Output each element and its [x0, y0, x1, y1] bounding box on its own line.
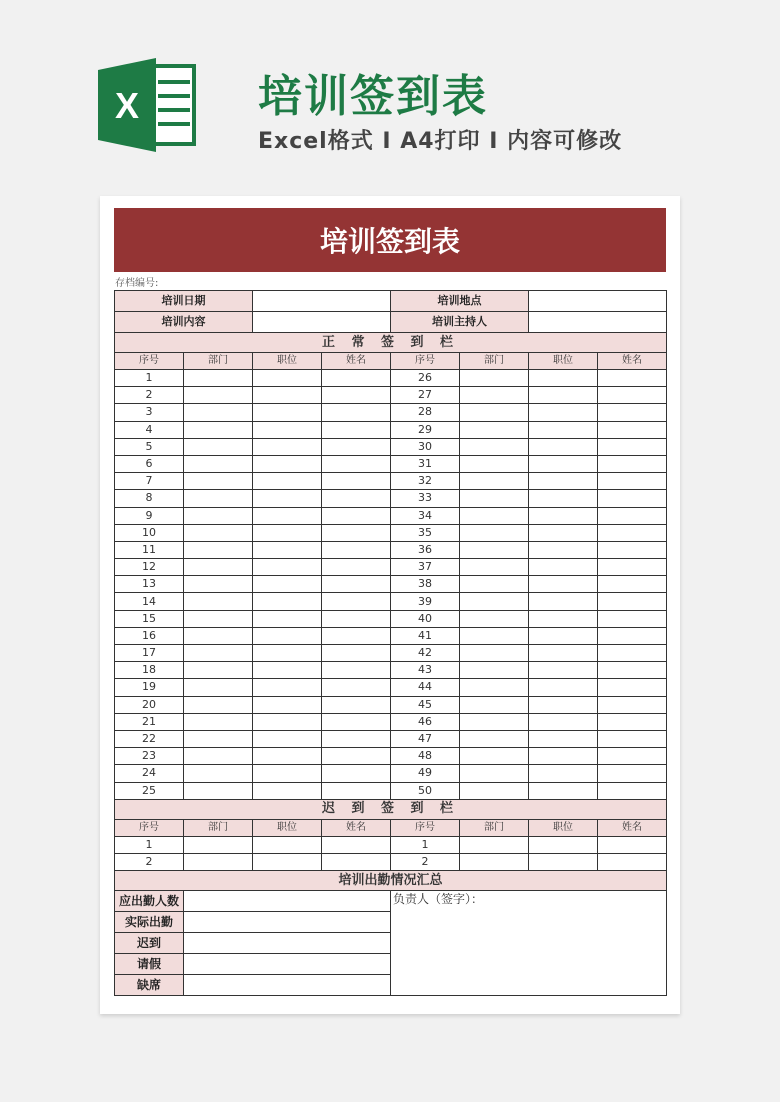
- table-row: [115, 593, 667, 610]
- entry-cell[interactable]: [598, 404, 667, 421]
- entry-cell[interactable]: [598, 679, 667, 696]
- summary-section-header: 培训出勤情况汇总: [115, 871, 667, 891]
- entry-cell[interactable]: [460, 404, 529, 421]
- table-row: [115, 473, 667, 490]
- row-number: 3: [115, 404, 184, 421]
- entry-cell[interactable]: [184, 593, 253, 610]
- entry-cell[interactable]: [322, 387, 391, 404]
- entry-cell[interactable]: [184, 748, 253, 765]
- page-subtitle: Excel格式 I A4打印 I 内容可修改: [258, 129, 623, 154]
- summary-label: 迟到: [115, 933, 184, 954]
- content-field[interactable]: [253, 312, 391, 333]
- table-row: [115, 455, 667, 472]
- column-header: 职位: [529, 353, 598, 370]
- entry-cell[interactable]: [253, 507, 322, 524]
- entry-cell[interactable]: [322, 748, 391, 765]
- row-number: 44: [391, 679, 460, 696]
- entry-cell[interactable]: [322, 559, 391, 576]
- entry-cell[interactable]: [184, 455, 253, 472]
- entry-cell[interactable]: [184, 765, 253, 782]
- entry-cell[interactable]: [598, 387, 667, 404]
- entry-cell[interactable]: [598, 490, 667, 507]
- entry-cell[interactable]: [253, 438, 322, 455]
- column-header: 序号: [391, 819, 460, 836]
- entry-cell[interactable]: [460, 610, 529, 627]
- entry-cell[interactable]: [460, 627, 529, 644]
- row-number: 39: [391, 593, 460, 610]
- row-number: 42: [391, 645, 460, 662]
- entry-cell[interactable]: [322, 490, 391, 507]
- entry-cell[interactable]: [460, 696, 529, 713]
- row-number: 47: [391, 730, 460, 747]
- entry-cell[interactable]: [529, 438, 598, 455]
- row-number: 50: [391, 782, 460, 799]
- entry-cell[interactable]: [322, 455, 391, 472]
- entry-cell[interactable]: [184, 627, 253, 644]
- table-row: [115, 370, 667, 387]
- row-number: 24: [115, 765, 184, 782]
- entry-cell[interactable]: [253, 593, 322, 610]
- entry-cell[interactable]: [460, 593, 529, 610]
- late-section-header: 迟 到 签 到 栏: [115, 799, 667, 819]
- row-number: 22: [115, 730, 184, 747]
- table-row: [115, 559, 667, 576]
- row-number: 12: [115, 559, 184, 576]
- entry-cell[interactable]: [598, 748, 667, 765]
- page-title: 培训签到表: [258, 71, 488, 122]
- entry-cell[interactable]: [598, 730, 667, 747]
- table-row: [115, 438, 667, 455]
- column-header: 姓名: [598, 353, 667, 370]
- entry-cell[interactable]: [529, 627, 598, 644]
- table-row: [115, 507, 667, 524]
- entry-cell[interactable]: [184, 836, 253, 853]
- row-number: 23: [115, 748, 184, 765]
- row-number: 1: [115, 836, 184, 853]
- row-number: 2: [115, 387, 184, 404]
- row-number: 43: [391, 662, 460, 679]
- entry-cell[interactable]: [322, 404, 391, 421]
- row-number: 1: [391, 836, 460, 853]
- summary-label: 请假: [115, 954, 184, 975]
- table-row: [115, 679, 667, 696]
- entry-cell[interactable]: [322, 696, 391, 713]
- table-row: [115, 387, 667, 404]
- summary-label: 缺席: [115, 975, 184, 996]
- entry-cell[interactable]: [529, 593, 598, 610]
- row-number: 45: [391, 696, 460, 713]
- entry-cell[interactable]: [598, 541, 667, 558]
- table-row: [115, 576, 667, 593]
- archive-label: 存档编号:: [115, 278, 159, 289]
- content-label: 培训内容: [115, 312, 253, 333]
- row-number: 35: [391, 524, 460, 541]
- entry-cell[interactable]: [460, 836, 529, 853]
- row-number: 4: [115, 421, 184, 438]
- entry-cell[interactable]: [184, 576, 253, 593]
- entry-cell[interactable]: [253, 387, 322, 404]
- row-number: 41: [391, 627, 460, 644]
- entry-cell[interactable]: [529, 473, 598, 490]
- entry-cell[interactable]: [598, 782, 667, 799]
- entry-cell[interactable]: [529, 610, 598, 627]
- entry-cell[interactable]: [184, 387, 253, 404]
- row-number: 46: [391, 713, 460, 730]
- entry-cell[interactable]: [529, 853, 598, 870]
- column-header: 部门: [184, 353, 253, 370]
- entry-cell[interactable]: [322, 782, 391, 799]
- entry-cell[interactable]: [598, 713, 667, 730]
- entry-cell[interactable]: [598, 455, 667, 472]
- entry-cell[interactable]: [460, 782, 529, 799]
- date-field[interactable]: [253, 291, 391, 312]
- table-row: [115, 853, 667, 870]
- entry-cell[interactable]: [460, 713, 529, 730]
- row-number: 19: [115, 679, 184, 696]
- entry-cell[interactable]: [322, 473, 391, 490]
- entry-cell[interactable]: [184, 507, 253, 524]
- entry-cell[interactable]: [253, 748, 322, 765]
- entry-cell[interactable]: [598, 524, 667, 541]
- summary-label: 实际出勤: [115, 912, 184, 933]
- table-row: [115, 645, 667, 662]
- entry-cell[interactable]: [322, 662, 391, 679]
- entry-cell[interactable]: [460, 853, 529, 870]
- entry-cell[interactable]: [253, 627, 322, 644]
- entry-cell[interactable]: [253, 559, 322, 576]
- summary-value-field[interactable]: [184, 912, 391, 933]
- entry-cell[interactable]: [529, 507, 598, 524]
- column-header: 姓名: [598, 819, 667, 836]
- entry-cell[interactable]: [322, 524, 391, 541]
- entry-cell[interactable]: [460, 765, 529, 782]
- summary-value-field[interactable]: [184, 933, 391, 954]
- entry-cell[interactable]: [460, 387, 529, 404]
- entry-cell[interactable]: [460, 541, 529, 558]
- entry-cell[interactable]: [529, 696, 598, 713]
- row-number: 28: [391, 404, 460, 421]
- column-header: 职位: [529, 819, 598, 836]
- row-number: 14: [115, 593, 184, 610]
- entry-cell[interactable]: [253, 524, 322, 541]
- entry-cell[interactable]: [529, 490, 598, 507]
- entry-cell[interactable]: [529, 576, 598, 593]
- row-number: 49: [391, 765, 460, 782]
- entry-cell[interactable]: [529, 782, 598, 799]
- excel-logo-icon: [98, 58, 198, 152]
- summary-value-field[interactable]: [184, 891, 391, 912]
- entry-cell[interactable]: [322, 507, 391, 524]
- entry-cell[interactable]: [253, 490, 322, 507]
- entry-cell[interactable]: [322, 541, 391, 558]
- entry-cell[interactable]: [529, 679, 598, 696]
- row-number: 29: [391, 421, 460, 438]
- entry-cell[interactable]: [322, 853, 391, 870]
- entry-cell[interactable]: [460, 438, 529, 455]
- entry-cell[interactable]: [253, 576, 322, 593]
- entry-cell[interactable]: [598, 627, 667, 644]
- entry-cell[interactable]: [184, 782, 253, 799]
- row-number: 38: [391, 576, 460, 593]
- entry-cell[interactable]: [184, 404, 253, 421]
- entry-cell[interactable]: [529, 455, 598, 472]
- table-row: [115, 696, 667, 713]
- entry-cell[interactable]: [529, 404, 598, 421]
- column-header: 姓名: [322, 819, 391, 836]
- entry-cell[interactable]: [253, 610, 322, 627]
- table-row: [115, 404, 667, 421]
- entry-cell[interactable]: [184, 610, 253, 627]
- entry-cell[interactable]: [529, 713, 598, 730]
- entry-cell[interactable]: [253, 473, 322, 490]
- row-number: 11: [115, 541, 184, 558]
- column-header: 职位: [253, 353, 322, 370]
- row-number: 40: [391, 610, 460, 627]
- entry-cell[interactable]: [184, 730, 253, 747]
- entry-cell[interactable]: [253, 404, 322, 421]
- entry-cell[interactable]: [598, 370, 667, 387]
- row-number: 27: [391, 387, 460, 404]
- entry-cell[interactable]: [598, 593, 667, 610]
- entry-cell[interactable]: [598, 559, 667, 576]
- row-number: 7: [115, 473, 184, 490]
- entry-cell[interactable]: [460, 645, 529, 662]
- entry-cell[interactable]: [460, 455, 529, 472]
- column-header: 序号: [115, 353, 184, 370]
- summary-value-field[interactable]: [184, 954, 391, 975]
- place-label: 培训地点: [391, 291, 529, 312]
- entry-cell[interactable]: [460, 679, 529, 696]
- signature-label: 负责人（签字）：: [393, 892, 484, 907]
- entry-cell[interactable]: [598, 696, 667, 713]
- entry-cell[interactable]: [253, 730, 322, 747]
- summary-label: 应出勤人数: [115, 891, 184, 912]
- entry-cell[interactable]: [184, 679, 253, 696]
- entry-cell[interactable]: [460, 662, 529, 679]
- row-number: 32: [391, 473, 460, 490]
- entry-cell[interactable]: [529, 524, 598, 541]
- entry-cell[interactable]: [460, 524, 529, 541]
- entry-cell[interactable]: [184, 421, 253, 438]
- entry-cell[interactable]: [598, 610, 667, 627]
- row-number: 37: [391, 559, 460, 576]
- entry-cell[interactable]: [598, 645, 667, 662]
- row-number: 15: [115, 610, 184, 627]
- entry-cell[interactable]: [184, 662, 253, 679]
- entry-cell[interactable]: [253, 370, 322, 387]
- entry-cell[interactable]: [598, 836, 667, 853]
- row-number: 20: [115, 696, 184, 713]
- entry-cell[interactable]: [322, 765, 391, 782]
- row-number: 9: [115, 507, 184, 524]
- entry-cell[interactable]: [598, 421, 667, 438]
- entry-cell[interactable]: [253, 765, 322, 782]
- entry-cell[interactable]: [184, 490, 253, 507]
- entry-cell[interactable]: [460, 421, 529, 438]
- entry-cell[interactable]: [253, 662, 322, 679]
- entry-cell[interactable]: [322, 645, 391, 662]
- entry-cell[interactable]: [184, 524, 253, 541]
- entry-cell[interactable]: [253, 713, 322, 730]
- date-label: 培训日期: [115, 291, 253, 312]
- entry-cell[interactable]: [322, 730, 391, 747]
- entry-cell[interactable]: [322, 370, 391, 387]
- row-number: 17: [115, 645, 184, 662]
- table-row: [115, 524, 667, 541]
- entry-cell[interactable]: [529, 645, 598, 662]
- table-row: [115, 662, 667, 679]
- entry-cell[interactable]: [184, 696, 253, 713]
- host-label: 培训主持人: [391, 312, 529, 333]
- row-number: 2: [115, 853, 184, 870]
- entry-cell[interactable]: [529, 559, 598, 576]
- entry-cell[interactable]: [322, 836, 391, 853]
- entry-cell[interactable]: [529, 765, 598, 782]
- row-number: 8: [115, 490, 184, 507]
- entry-cell[interactable]: [598, 853, 667, 870]
- entry-cell[interactable]: [322, 610, 391, 627]
- row-number: 5: [115, 438, 184, 455]
- table-row: [115, 748, 667, 765]
- entry-cell[interactable]: [460, 490, 529, 507]
- entry-cell[interactable]: [460, 748, 529, 765]
- entry-cell[interactable]: [598, 765, 667, 782]
- entry-cell[interactable]: [253, 782, 322, 799]
- row-number: 26: [391, 370, 460, 387]
- svg-text:X: X: [114, 85, 140, 126]
- entry-cell[interactable]: [529, 387, 598, 404]
- table-row: [115, 627, 667, 644]
- entry-cell[interactable]: [598, 507, 667, 524]
- sheet-title: 培训签到表: [114, 208, 666, 272]
- entry-cell[interactable]: [529, 748, 598, 765]
- entry-cell[interactable]: [184, 559, 253, 576]
- entry-cell[interactable]: [460, 559, 529, 576]
- entry-cell[interactable]: [253, 836, 322, 853]
- entry-cell[interactable]: [598, 473, 667, 490]
- entry-cell[interactable]: [529, 836, 598, 853]
- table-row: [115, 610, 667, 627]
- row-number: 13: [115, 576, 184, 593]
- entry-cell[interactable]: [529, 421, 598, 438]
- column-header: 姓名: [322, 353, 391, 370]
- entry-cell[interactable]: [460, 730, 529, 747]
- row-number: 2: [391, 853, 460, 870]
- entry-cell[interactable]: [253, 421, 322, 438]
- entry-cell[interactable]: [529, 541, 598, 558]
- column-header: 职位: [253, 819, 322, 836]
- entry-cell[interactable]: [460, 473, 529, 490]
- row-number: 30: [391, 438, 460, 455]
- summary-value-field[interactable]: [184, 975, 391, 996]
- entry-cell[interactable]: [184, 853, 253, 870]
- entry-cell[interactable]: [322, 576, 391, 593]
- row-number: 16: [115, 627, 184, 644]
- column-header: 部门: [460, 819, 529, 836]
- entry-cell[interactable]: [184, 473, 253, 490]
- normal-section-header: 正 常 签 到 栏: [115, 333, 667, 353]
- entry-cell[interactable]: [184, 713, 253, 730]
- entry-cell[interactable]: [460, 370, 529, 387]
- entry-cell[interactable]: [529, 662, 598, 679]
- table-row: [115, 490, 667, 507]
- entry-cell[interactable]: [253, 455, 322, 472]
- entry-cell[interactable]: [322, 421, 391, 438]
- entry-cell[interactable]: [253, 853, 322, 870]
- entry-cell[interactable]: [460, 507, 529, 524]
- entry-cell[interactable]: [253, 541, 322, 558]
- entry-cell[interactable]: [253, 645, 322, 662]
- host-field[interactable]: [529, 312, 667, 333]
- entry-cell[interactable]: [184, 645, 253, 662]
- entry-cell[interactable]: [322, 679, 391, 696]
- row-number: 31: [391, 455, 460, 472]
- row-number: 33: [391, 490, 460, 507]
- row-number: 48: [391, 748, 460, 765]
- entry-cell[interactable]: [460, 576, 529, 593]
- entry-cell[interactable]: [529, 370, 598, 387]
- column-header: 部门: [184, 819, 253, 836]
- entry-cell[interactable]: [322, 593, 391, 610]
- entry-cell[interactable]: [184, 541, 253, 558]
- column-header: 部门: [460, 353, 529, 370]
- entry-cell[interactable]: [184, 438, 253, 455]
- sign-in-table: [114, 290, 667, 996]
- row-number: 36: [391, 541, 460, 558]
- table-row: [115, 713, 667, 730]
- entry-cell[interactable]: [253, 696, 322, 713]
- entry-cell[interactable]: [322, 438, 391, 455]
- column-header: 序号: [115, 819, 184, 836]
- column-header: 序号: [391, 353, 460, 370]
- row-number: 34: [391, 507, 460, 524]
- entry-cell[interactable]: [529, 730, 598, 747]
- table-row: [115, 421, 667, 438]
- row-number: 18: [115, 662, 184, 679]
- entry-cell[interactable]: [598, 576, 667, 593]
- entry-cell[interactable]: [253, 679, 322, 696]
- row-number: 25: [115, 782, 184, 799]
- entry-cell[interactable]: [598, 662, 667, 679]
- table-row: [115, 541, 667, 558]
- signature-field[interactable]: [391, 891, 667, 996]
- row-number: 6: [115, 455, 184, 472]
- entry-cell[interactable]: [322, 627, 391, 644]
- table-row: [115, 730, 667, 747]
- row-number: 21: [115, 713, 184, 730]
- entry-cell[interactable]: [322, 713, 391, 730]
- row-number: 10: [115, 524, 184, 541]
- table-row: [115, 765, 667, 782]
- entry-cell[interactable]: [598, 438, 667, 455]
- row-number: 1: [115, 370, 184, 387]
- table-row: [115, 836, 667, 853]
- entry-cell[interactable]: [184, 370, 253, 387]
- table-row: [115, 782, 667, 799]
- place-field[interactable]: [529, 291, 667, 312]
